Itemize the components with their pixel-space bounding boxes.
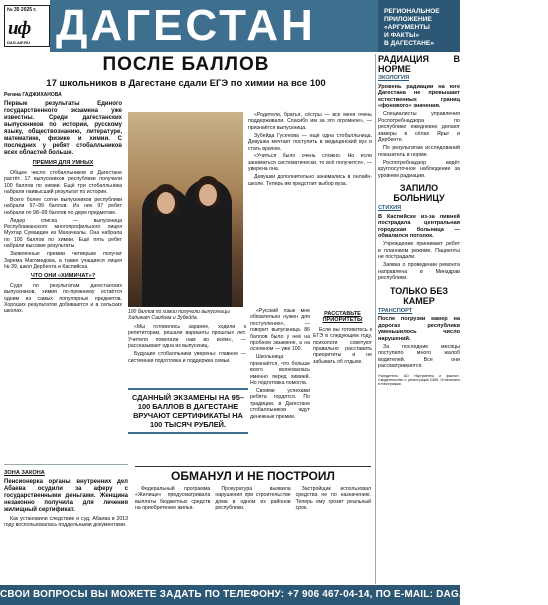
sidebar-lead: После погрузки камер на дорогах республики уменьшилось число нарушений. <box>378 316 460 342</box>
paragraph: Если вы готовитесь к ЕГЭ в следующем году, психологи советуют правильно расставить приоритеты и не забывать об отдыхе. <box>313 326 372 365</box>
fraud-article-body <box>135 486 371 583</box>
sidebar-title: ТОЛЬКО БЕЗ КАМЕР <box>390 285 448 306</box>
paragraph: Как установили следствие и суд, Абаева в 2013 году воспользовалась поддельными документами. <box>4 515 128 529</box>
main-article-header <box>0 54 372 90</box>
paragraph: Заявленные премии четверым получат Зарема Магомедова, а также учащиеся лицея № 39, школ Дербента и Каспийска. <box>4 251 122 270</box>
sidebar <box>378 54 460 388</box>
aif-logo <box>4 5 50 47</box>
paragraph: «Родители, братья, сёстры — все меня очень поддерживали. Спасибо им за это огромное», — признаётся выпускница. <box>248 112 372 131</box>
regional-line: В ДАГЕСТАНЕ» <box>384 40 434 47</box>
paragraph: По результатам исследований показатель в норме. <box>378 145 460 158</box>
regional-supplement-label <box>378 0 460 52</box>
paragraph: Будущие стобалльники уверены: главное — системная подготовка и поддержка семьи. <box>128 351 246 364</box>
section-heading: РАССТАВЬТЕ ПРИОРИТЕТЫ <box>322 311 363 324</box>
column-4 <box>248 112 372 306</box>
paragraph: Школьница признаётся, что больше всего волновалась именно перед химией. Но подготовка помогла. <box>250 354 310 386</box>
students-photo <box>128 112 243 307</box>
logo-text: иф <box>8 18 31 39</box>
section-heading: ЧТО ОНИ «ХИМИЧАТ»? <box>30 273 96 280</box>
paragraph: Специалисты управления Роспотребнадзора по республике ежедневно делают замеры в сёлах Ярыг и Дербенте. <box>378 111 460 143</box>
photo-figure <box>157 192 175 214</box>
section-heading: ЗОНА ЗАКОНА <box>4 470 45 476</box>
regional-line: И ФАКТЫ» <box>384 32 420 39</box>
subheadline: 17 школьников в Дагестане сдали ЕГЭ по химии на все 100 <box>46 78 326 89</box>
photo-figure <box>199 184 217 206</box>
paragraph: Заявка о проведении ремонта направлена в Минздрав республики. <box>378 262 460 281</box>
regional-line: РЕГИОНАЛЬНОЕ <box>384 8 440 15</box>
lead-paragraph: Первые результаты Единого государственного экзамена уже известны. Среди дагестанских выпускников по истории, русскому языку, обществознанию, литературе, математике, физике и химии. С последних у ребят стобалльников всех областей больше. <box>4 101 122 157</box>
paragraph: Зубейда Гусенова — ещё одна стобалльница. Девушка мечтает поступить в медицинский вуз и стать врачом. <box>248 132 372 152</box>
paragraph: За последние месяцы поступило много жалоб водителей. Все они рассматриваются. <box>378 343 460 369</box>
sidebar-lead: В Каспийске из-за ливней пострадала центральная городская больница — обвалился потолок. <box>378 213 460 239</box>
paragraph: Своими успехами ребята гордятся. По традиции, в Дагестане стобалльников ждут денежные премии. <box>250 387 310 420</box>
sidebar-title: РАДИАЦИЯ В НОРМЕ <box>378 54 460 74</box>
paragraph: «Русский язык мне обязательно нужен для поступления», — говорит выпускница. 86 баллов было у неё на пробном экзамене, а на основном — уже 100. <box>250 308 310 353</box>
law-zone-section <box>4 467 128 583</box>
sidebar-divider <box>375 54 376 584</box>
sidebar-tag: ТРАНСПОРТ <box>378 307 413 314</box>
column-2 <box>128 324 246 386</box>
paragraph: Роспотребнадзор ведёт круглосуточное наблюдение за уровнем радиации. <box>378 159 460 179</box>
paragraph: Застройщик использовал средства не по назначению. Теперь ему грозит реальный срок. <box>295 486 371 512</box>
paragraph: Прокуратура выявила нарушения при строительстве дома в одном из районов республики. <box>215 486 291 512</box>
law-lead: Пенсионерка органы внутренних дел Абаева осудили за аферу с государственными деньгами. Женщина незаконно получила для лечения жилищный сертификат. <box>4 479 128 514</box>
paragraph: Федеральный программа «Жилище» предусматривала выплаты бюджетных средств на приобретение жилья. <box>135 486 211 512</box>
title-band <box>50 0 378 52</box>
column-1 <box>4 92 122 464</box>
paragraph: Учреждение принимает ребят в плановом режиме. Пациенты не пострадали. <box>378 241 460 260</box>
paragraph: Судя по результатам дагестанских выпускников, химия по-прежнему остаётся одним из самых популярных предметов. Хороших результатов добиваются и в сельских школах. <box>4 282 122 315</box>
author: Регина ГАДЖИХАНОВА <box>4 92 62 98</box>
paragraph: Девушки дополнительно занимались в онлайн-школе. Теперь им предстоит выбор вуза. <box>248 174 372 187</box>
sidebar-tag: ЭКОЛОГИЯ <box>378 75 410 81</box>
column-3 <box>250 308 310 464</box>
contact-footer: СВОИ ВОПРОСЫ ВЫ МОЖЕТЕ ЗАДАТЬ ПО ТЕЛЕФОНУ: +7 906 467-04-14, ПО E-MAIL: DAG.AIF@YANDEX.RU <box>0 585 460 605</box>
fraud-article-title: ОБМАНУЛ И НЕ ПОСТРОИЛ <box>135 466 371 483</box>
sidebar-title: ЗАПИЛО БОЛЬНИЦУ <box>393 183 445 203</box>
paragraph: «Учиться было очень сложно. Но если заниматься систематически, то всё получится», — уверена она. <box>248 153 372 173</box>
pull-quote: СДАННЫЙ ЭКЗАМЕНЫ НА 95–100 БАЛЛОВ В ДАГЕСТАНЕ ВРУЧАЮТ СЕРТИФИКАТЫ НА 100 ТЫСЯЧ РУБЛЕЙ. <box>128 388 248 434</box>
regional-line: ПРИЛОЖЕНИЕ <box>384 16 432 23</box>
paragraph: Общее число стобалльников в Дагестане растёт. 17 выпускников республики получили 100 баллов по химии. Ещё три стобалльника набрали наивысший результат по истории. <box>4 169 122 196</box>
divider <box>4 464 128 465</box>
logo-site: DAG.AIF.RU <box>7 40 30 45</box>
paragraph: «Мы готовились заранее, ходили к репетиторам, решали варианты прошлых лет. Учителя помогали нам во всём», — рассказывает одна из выпускниц. <box>128 324 246 350</box>
fine-print: Учредитель: АО «Аргументы и факты». Свидетельство о регистрации СМИ. Отпечатано в типографии. <box>378 373 460 387</box>
newspaper-title: ДАГЕСТАН <box>56 1 316 50</box>
logo-issue: № 35 2025 г. <box>7 7 37 13</box>
paragraph: Лидер списка — выпускница Республиканского многопрофильного лицея Мухтар Сумаидин из Махачкалы. Она набрала по 100 баллов по химии. Ещё пять ребят набрали высокие результаты. <box>4 217 122 250</box>
headline: ПОСЛЕ БАЛЛОВ <box>102 54 270 75</box>
sidebar-tag: СТИХИЯ <box>378 205 402 211</box>
regional-line: «АРГУМЕНТЫ <box>384 24 430 31</box>
photo-caption: 100 баллов по химии получили выпускницы Хадижат Саидова и Зубейда. <box>128 309 230 321</box>
column-5 <box>313 308 372 464</box>
section-heading: ПРЕМИЯ ДЛЯ УМНЫХ <box>32 160 94 167</box>
paragraph: Всего более сотни выпускников республики набрали 97–99 баллов. Из них 97 ребят набрали по 98–99 баллов по двум предметам. <box>4 196 122 216</box>
masthead <box>0 0 460 52</box>
sidebar-lead: Уровень радиации на юге Дагестана не превышает естественных границ «фонового» значения. <box>378 83 460 109</box>
